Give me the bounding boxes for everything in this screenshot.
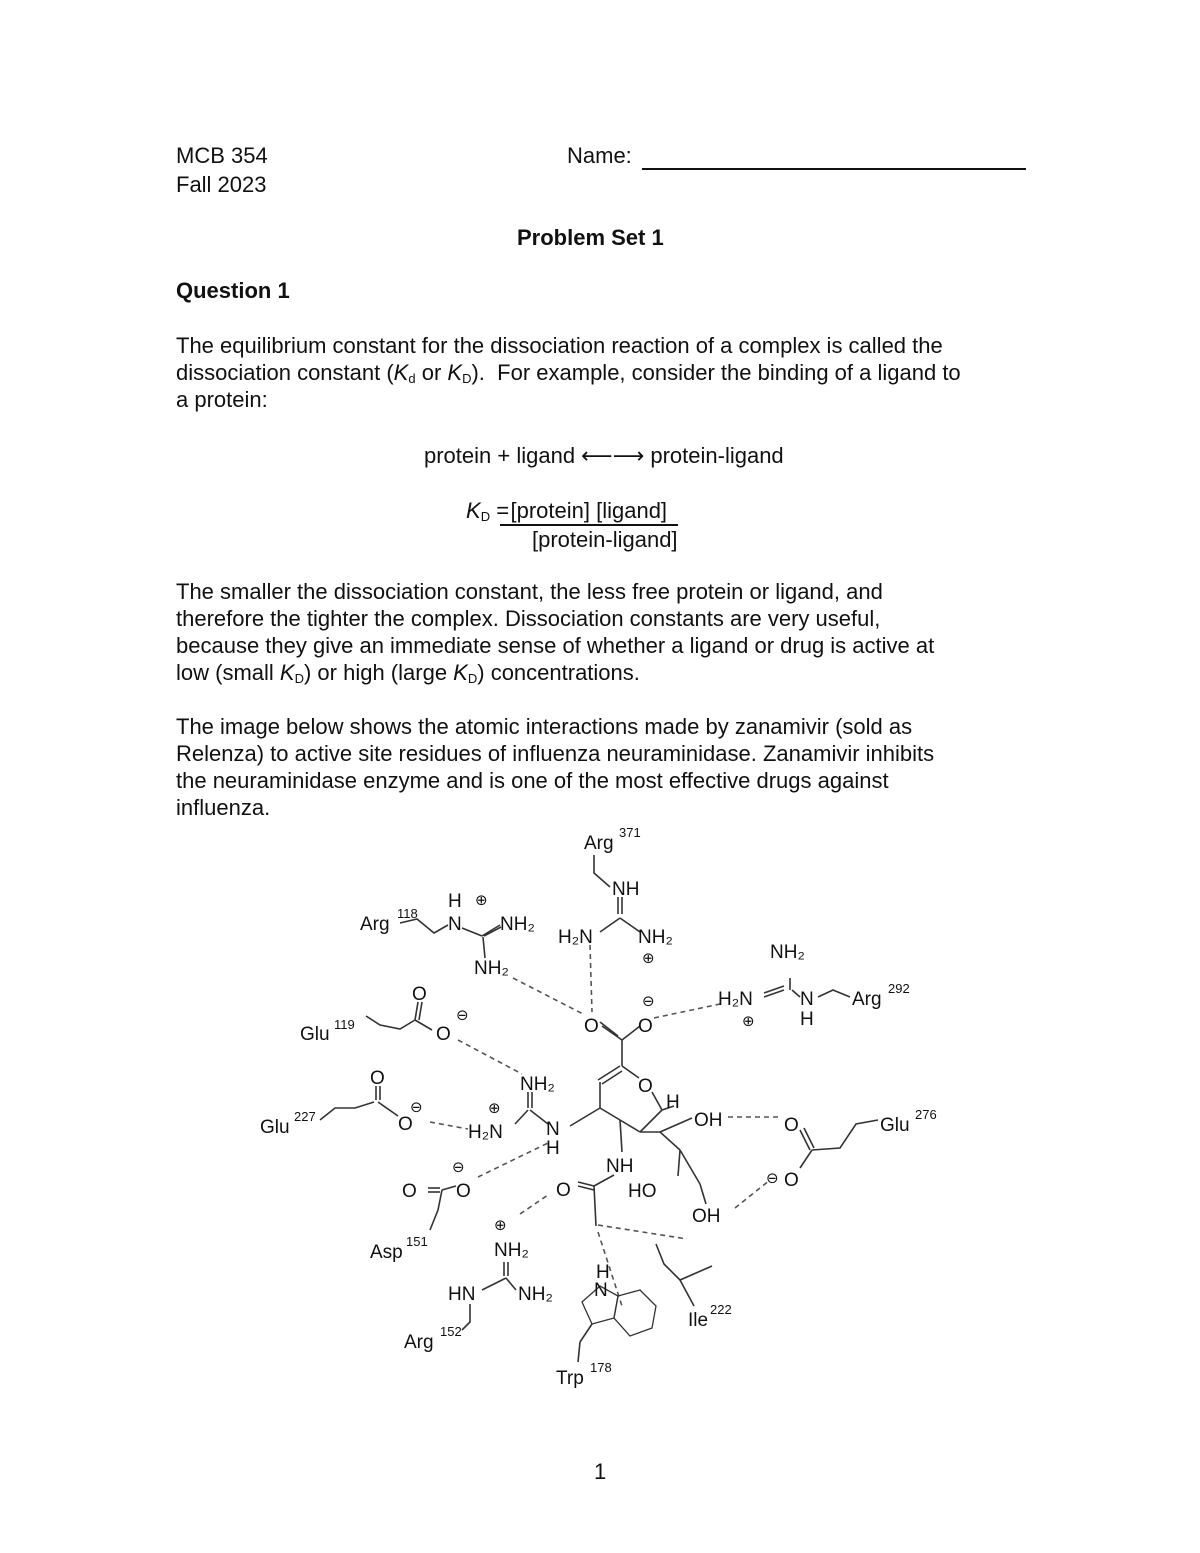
arg152-nh2-top: NH₂ [494,1240,529,1261]
arg292-number: 292 [888,981,910,996]
arg371-h2n: H₂N [558,927,593,948]
intro-line-2-tail: For example, consider the binding of a ligand to [497,360,961,385]
arg118-nh2-top: NH₂ [500,914,535,935]
para2-line-1: The smaller the dissociation constant, the less free protein or ligand, and [176,579,883,604]
glu227-o: O [398,1114,413,1135]
trp-h: H [596,1262,610,1283]
question-heading: Question 1 [176,278,290,303]
ile222-number: 222 [710,1302,732,1317]
para3-line-1: The image below shows the atomic interactions made by zanamivir (sold as [176,714,913,739]
kd-post: ). [471,360,485,385]
kd-eq-sub: D [480,509,491,524]
arg292-plus-charge: ⊕ [742,1013,755,1030]
glu227-o-top: O [370,1068,385,1089]
guanidine-n: N [546,1119,560,1140]
hydroxyl-3: OH [692,1206,721,1227]
glu227-number: 227 [294,1109,316,1124]
arg292-h2n: H₂N [718,989,753,1010]
glu276-label: Glu [880,1115,910,1136]
kd-pre: dissociation constant ( [176,360,394,385]
para3-line-3: the neuraminidase enzyme and is one of the most effective drugs against [176,768,889,793]
trp178-number: 178 [590,1360,612,1375]
arg371-nh: NH [612,879,640,900]
ring-h: H [666,1092,680,1113]
page-number: 1 [594,1459,607,1484]
hydroxyl-1: OH [694,1110,723,1131]
guanidine-h: H [546,1138,560,1159]
asp151-minus-charge: ⊖ [452,1159,465,1176]
arg152-number: 152 [440,1324,462,1339]
arg118-number: 118 [397,906,418,921]
glu276-o: O [784,1170,799,1191]
arg371-number: 371 [619,825,641,840]
small-kd-symbol: K [279,660,295,685]
glu119-o-top: O [412,984,427,1005]
para2-line-3: because they give an immediate sense of whether a ligand or drug is active at [176,633,935,658]
guanidine-plus-charge: ⊕ [488,1100,501,1117]
glu119-minus-charge: ⊖ [456,1007,469,1024]
glu227-minus-charge: ⊖ [410,1099,423,1116]
arg371-plus-charge: ⊕ [642,950,655,967]
acetamide-o: O [556,1180,571,1201]
arg118-n: N [448,914,462,935]
glu119-o: O [436,1024,451,1045]
ring-oxygen: O [638,1076,653,1097]
intro-line-3: a protein: [176,387,268,412]
large-kd-sub: D [467,671,478,686]
glu276-number: 276 [915,1107,937,1122]
asp151-o: O [456,1181,471,1202]
kd-eq-symbol: K [466,498,481,523]
arg118-h: H [448,891,462,912]
atom-labels [260,825,937,1389]
page-title: Problem Set 1 [517,225,664,250]
para2-line-2: therefore the tighter the complex. Dissociation constants are very useful, [176,606,881,631]
kd-eq-equals: = [490,498,510,523]
amide-nh: NH [606,1156,634,1177]
kD-sub: D [462,371,472,386]
ile222-label: Ile [688,1310,709,1331]
arg371-nh2: NH₂ [638,927,673,948]
para2-last-a: low (small [176,660,280,685]
arg371-label: Arg [584,833,614,854]
glu119-label: Glu [300,1024,330,1045]
asp151-number: 151 [406,1234,428,1249]
guanidine-h2n: H₂N [468,1122,503,1143]
kd-denominator: [protein-ligand] [532,527,678,552]
large-kd-symbol: K [453,660,468,685]
hydroxyl-2: HO [628,1181,657,1202]
carboxylate-o-left: O [584,1016,599,1037]
arg152-nh2-right: NH₂ [518,1284,553,1305]
course-code: MCB 354 [176,143,268,168]
guanidine-nh2: NH₂ [520,1074,555,1095]
arg292-label: Arg [852,989,882,1010]
para3-line-2: Relenza) to active site residues of influenza neuraminidase. Zanamivir inhibits [176,741,935,766]
trp-n: N [594,1280,608,1301]
arg292-n: N [800,989,814,1010]
arg292-h: H [800,1009,814,1030]
term: Fall 2023 [176,172,267,197]
kd-sub: d [408,371,416,386]
arg292-nh2: NH₂ [770,942,805,963]
arg152-label: Arg [404,1332,434,1353]
glu119-number: 119 [334,1017,355,1032]
glu227-label: Glu [260,1117,290,1138]
para3-line-4: influenza. [176,795,271,820]
para2-last-b: ) or high (large [303,660,454,685]
arg118-nh2-bottom: NH₂ [474,958,509,979]
kd-numerator: [protein] [ligand] [500,497,678,526]
kD-symbol: K [447,360,463,385]
name-label: Name: [567,143,632,168]
para2-last-c: ) concentrations. [477,660,640,685]
carboxylate-o-right: O [638,1016,653,1037]
glu276-o-top: O [784,1115,799,1136]
trp178-label: Trp [556,1368,584,1389]
carboxylate-minus-charge: ⊖ [642,993,655,1010]
arg152-plus-charge: ⊕ [494,1217,507,1234]
glu276-minus-charge: ⊖ [766,1170,779,1187]
kd-symbol: K [393,360,409,385]
arg118-label: Arg [360,914,390,935]
intro-line-1: The equilibrium constant for the dissociation reaction of a complex is called the [176,333,943,358]
kd-or: or [415,360,448,385]
small-kd-sub: D [294,671,304,686]
binding-reaction: protein + ligand ⟵⟶ protein-ligand [424,443,784,468]
asp151-o-left: O [402,1181,417,1202]
arg118-plus-charge: ⊕ [475,892,488,909]
asp151-label: Asp [370,1242,403,1263]
arg152-hn: HN [448,1284,476,1305]
